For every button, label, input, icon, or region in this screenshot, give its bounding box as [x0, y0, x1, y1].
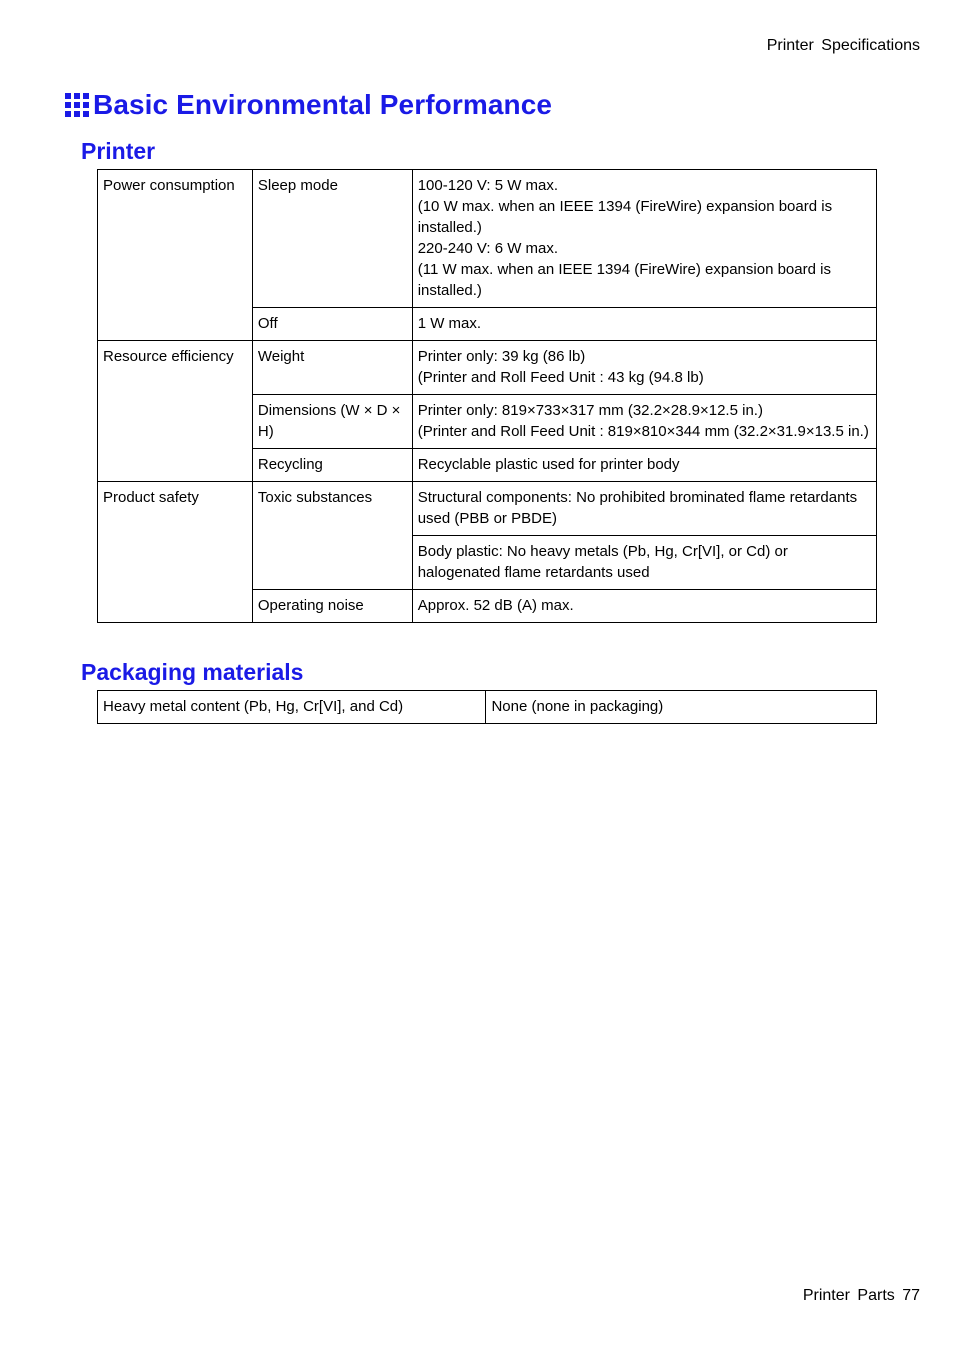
table-row [98, 341, 877, 395]
running-header: Printer Specifications [766, 37, 920, 54]
grid-icon [65, 93, 89, 117]
packaging-heading: Packaging materials [81, 659, 304, 685]
value-cell [412, 395, 876, 449]
value-cell: None (none in packaging) [486, 691, 877, 724]
value-line: Printer only: 819×733×317 mm (32.2×28.9×12.5 in.) [417, 402, 763, 419]
item-cell: Dimensions (W × D × H) [252, 395, 412, 449]
value-cell [412, 170, 876, 308]
value-line: (10 W max. when an IEEE 1394 (FireWire) expansion board is installed.) [417, 198, 833, 236]
page-title: Basic Environmental Performance [93, 89, 553, 120]
page-footer: Printer Parts 77 [802, 1287, 920, 1304]
value-line: Printer only: 39 kg (86 lb) [417, 348, 586, 365]
packaging-table [97, 690, 877, 724]
value-cell: Recyclable plastic used for printer body [412, 449, 876, 482]
value-cell [412, 341, 876, 395]
item-cell: Heavy metal content (Pb, Hg, Cr[VI], and Cd) [98, 691, 486, 724]
table-row [98, 170, 877, 308]
item-cell: Sleep mode [252, 170, 412, 308]
printer-heading: Printer [81, 138, 156, 164]
value-cell: 1 W max. [412, 308, 876, 341]
category-cell: Resource efficiency [98, 341, 253, 482]
table-row [98, 482, 877, 536]
printer-spec-table [97, 169, 877, 623]
value-cell: Approx. 52 dB (A) max. [412, 590, 876, 623]
table-row [98, 691, 877, 724]
item-cell: Toxic substances [252, 482, 412, 590]
value-line: 100-120 V: 5 W max. [417, 177, 559, 194]
value-cell: Structural components: No prohibited brominated flame retardants used (PBB or PBDE) [412, 482, 876, 536]
value-line: (Printer and Roll Feed Unit : 819×810×344 mm (32.2×31.9×13.5 in.) [417, 423, 869, 440]
category-cell: Power consumption [98, 170, 253, 341]
value-cell: Body plastic: No heavy metals (Pb, Hg, Cr[VI], or Cd) or halogenated flame retardants used [412, 536, 876, 590]
page-title-row [65, 89, 552, 121]
value-line: (11 W max. when an IEEE 1394 (FireWire) expansion board is installed.) [417, 261, 831, 299]
item-cell: Off [252, 308, 412, 341]
value-line: (Printer and Roll Feed Unit : 43 kg (94.8 lb) [417, 369, 704, 386]
item-cell: Operating noise [252, 590, 412, 623]
item-cell: Recycling [252, 449, 412, 482]
value-line: 220-240 V: 6 W max. [417, 240, 559, 257]
item-cell: Weight [252, 341, 412, 395]
category-cell: Product safety [98, 482, 253, 623]
